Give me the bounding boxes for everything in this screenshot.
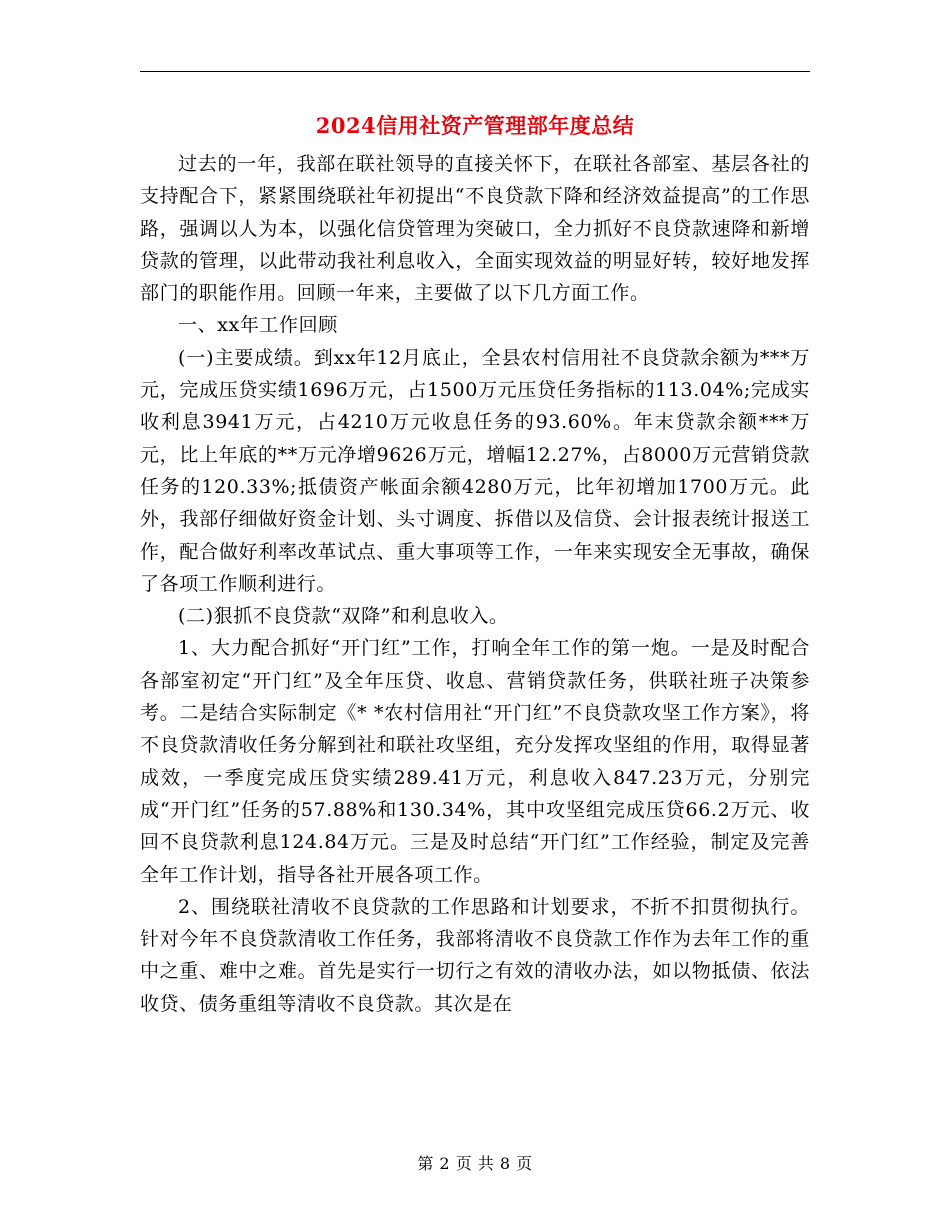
intro-paragraph: 过去的一年，我部在联社领导的直接关怀下，在联社各部室、基层各社的支持配合下，紧紧围绕联社年初提出“不良贷款下降和经济效益提高”的工作思路，强调以人为本，以强化信贷管理为突破口，全力抓好不良贷款速降和新增贷款的管理，以此带动我社利息收入，全面实现效益的明显好转，较好地发挥部门的职能作用。回顾一年来，主要做了以下几方面工作。 <box>140 153 810 305</box>
section-heading-review: 一、xx年工作回顾 <box>178 314 338 337</box>
subsection-main-achievements: (一)主要成绩。到xx年12月底止，全县农村信用社不良贷款余额为***万元，完成压贷实绩1696万元，占1500万元压贷任务指标的113.04%;完成实收利息3941万元，占4210万元收息任务的93.60%。年末贷款余额***万元，比上年底的**万元净增9626万元，增幅12.27%，占8000万元营销贷款任务的120.33%;抵债资产帐面余额4280万元，比年初增加1700万元。此外，我部仔细做好资金计划、头寸调度、拆借以及信贷、会计报表统计报送工作，配合做好利率改革试点、重大事项等工作，一年来实现安全无事故，确保了各项工作顺利进行。 <box>140 346 810 595</box>
page-number: 第 2 页 共 8 页 <box>417 1154 533 1173</box>
item-paragraph-kaimenhong: 1、大力配合抓好“开门红”工作，打响全年工作的第一炮。一是及时配合各部室初定“开门红”及全年压贷、收息、营销贷款任务，供联社班子决策参考。二是结合实际制定《* *农村信用社“开门红”不良贷款攻坚工作方案》，将不良贷款清收任务分解到社和联社攻坚组，充分发挥攻坚组的作用，取得显著成效，一季度完成压贷实绩289.41万元，利息收入847.23万元，分别完成“开门红”任务的57.88%和130.34%，其中攻坚组完成压贷66.2万元、收回不良贷款利息124.84万元。三是及时总结“开门红”工作经验，制定及完善全年工作计划，指导各社开展各项工作。 <box>140 637 810 886</box>
subsection-heading-double-reduction: (二)狠抓不良贷款“双降”和利息收入。 <box>178 605 509 628</box>
document-body <box>140 148 810 1020</box>
document-title: 2024信用社资产管理部年度总结 <box>315 113 635 138</box>
header-rule <box>140 71 810 72</box>
item-paragraph-collection: 2、围绕联社清收不良贷款的工作思路和计划要求，不折不扣贯彻执行。针对今年不良贷款清收工作任务，我部将清收不良贷款工作作为去年工作的重中之重、难中之难。首先是实行一切行之有效的清收办法，如以物抵债、依法收贷、债务重组等清收不良贷款。其次是在 <box>140 895 810 1015</box>
